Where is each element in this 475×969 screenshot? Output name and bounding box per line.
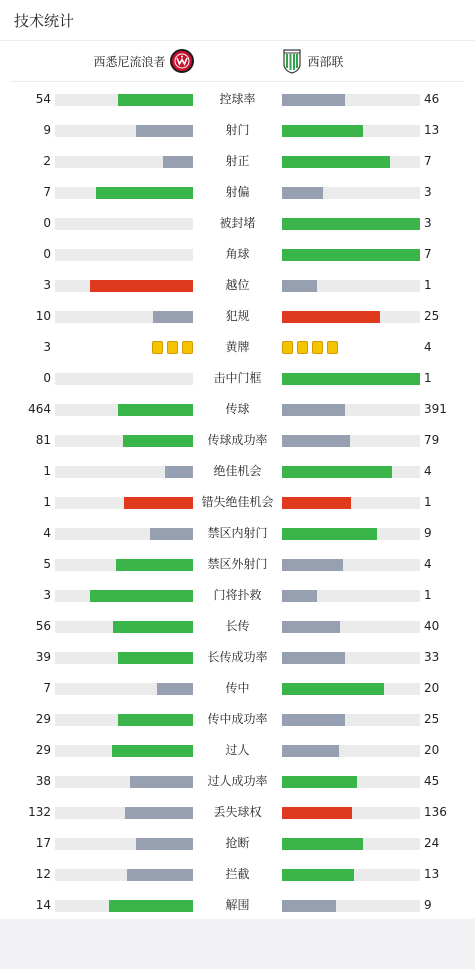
home-stat-bar-fill <box>90 280 194 292</box>
away-stat-bar-fill <box>282 621 340 633</box>
home-stat-value: 38 <box>35 774 51 788</box>
stat-label: 禁区外射门 <box>207 557 268 571</box>
away-stat-bar <box>282 838 420 850</box>
away-stat-bar-fill <box>282 187 323 199</box>
stat-row <box>0 425 475 456</box>
away-stat-bar-fill <box>282 404 345 416</box>
home-stat-bar <box>55 373 193 385</box>
home-stat-bar-fill <box>163 156 193 168</box>
yellow-card-icon <box>167 341 178 354</box>
yellow-card-icon <box>282 341 293 354</box>
stat-row <box>0 642 475 673</box>
home-stat-bar <box>55 497 193 509</box>
away-stat-bar <box>282 497 420 509</box>
home-stat-value: 14 <box>35 898 51 912</box>
home-stat-bar <box>55 776 193 788</box>
stat-row <box>0 456 475 487</box>
away-stat-bar-fill <box>282 94 345 106</box>
home-stat-value: 17 <box>35 836 51 850</box>
home-stat-bar-fill <box>96 187 193 199</box>
stat-label: 传球 <box>225 402 250 416</box>
home-stat-bar-fill <box>124 497 193 509</box>
away-stat-value: 4 <box>424 340 432 354</box>
away-stat-value: 9 <box>424 898 432 912</box>
away-stat-bar-fill <box>282 497 351 509</box>
home-stat-bar-fill <box>123 435 193 447</box>
away-stat-bar <box>282 156 420 168</box>
home-stat-bar <box>55 311 193 323</box>
away-stat-bar-fill <box>282 590 317 602</box>
home-yellow-cards <box>152 341 193 354</box>
away-stat-value: 136 <box>424 805 447 819</box>
stat-label: 门将扑救 <box>213 588 262 602</box>
home-stat-value: 2 <box>43 154 51 168</box>
stat-label: 抢断 <box>225 836 250 850</box>
away-stat-bar-fill <box>282 156 390 168</box>
home-team[interactable] <box>93 41 193 81</box>
stat-label: 长传成功率 <box>207 650 268 664</box>
away-stat-bar-fill <box>282 373 420 385</box>
away-stat-bar <box>282 869 420 881</box>
home-stat-bar-fill <box>153 311 193 323</box>
home-stat-value: 10 <box>35 309 51 323</box>
away-stat-bar <box>282 590 420 602</box>
away-stat-bar <box>282 621 420 633</box>
away-stat-bar <box>282 807 420 819</box>
away-stat-bar <box>282 714 420 726</box>
section-header <box>0 0 475 41</box>
away-stat-value: 79 <box>424 433 440 447</box>
away-stat-bar-fill <box>282 900 336 912</box>
away-stat-value: 13 <box>424 867 440 881</box>
stat-row <box>0 890 475 921</box>
away-stat-bar-fill <box>282 652 345 664</box>
stat-label: 过人 <box>225 743 250 757</box>
away-stat-bar <box>282 559 420 571</box>
away-stat-bar-fill <box>282 125 363 137</box>
home-stat-value: 4 <box>43 526 51 540</box>
home-stat-bar <box>55 683 193 695</box>
stat-row <box>0 363 475 394</box>
away-stat-bar-fill <box>282 311 380 323</box>
away-stat-value: 1 <box>424 278 432 292</box>
western-united-badge-icon <box>282 48 302 74</box>
home-stat-bar <box>55 590 193 602</box>
home-stat-bar <box>55 559 193 571</box>
home-stat-bar-fill <box>118 404 193 416</box>
away-stat-bar <box>282 94 420 106</box>
home-stat-value: 3 <box>43 340 51 354</box>
home-stat-bar-fill <box>118 94 193 106</box>
away-stat-bar-fill <box>282 683 384 695</box>
home-stat-bar <box>55 900 193 912</box>
away-stat-bar-fill <box>282 869 354 881</box>
stat-row <box>0 518 475 549</box>
away-stat-value: 45 <box>424 774 440 788</box>
away-stat-value: 4 <box>424 464 432 478</box>
stat-row <box>0 704 475 735</box>
stat-row <box>0 84 475 115</box>
home-team-name: 西悉尼流浪者 <box>93 54 166 69</box>
home-stat-bar-fill <box>127 869 193 881</box>
home-stat-bar <box>55 869 193 881</box>
stat-row <box>0 487 475 518</box>
home-stat-bar-fill <box>112 745 193 757</box>
away-stat-bar-fill <box>282 280 317 292</box>
stat-label: 被封堵 <box>219 216 256 230</box>
away-stat-value: 20 <box>424 681 440 695</box>
home-stat-bar-fill <box>118 714 193 726</box>
stat-label: 传中成功率 <box>207 712 268 726</box>
home-stat-bar <box>55 466 193 478</box>
yellow-card-icon <box>182 341 193 354</box>
away-stat-bar <box>282 373 420 385</box>
home-stat-bar <box>55 249 193 261</box>
stat-row <box>0 673 475 704</box>
away-stat-value: 25 <box>424 309 440 323</box>
stat-label: 过人成功率 <box>207 774 268 788</box>
away-stat-value: 1 <box>424 371 432 385</box>
home-stat-bar <box>55 528 193 540</box>
home-stat-value: 1 <box>43 495 51 509</box>
stat-row <box>0 177 475 208</box>
home-stat-bar <box>55 652 193 664</box>
away-stat-value: 13 <box>424 123 440 137</box>
away-stat-bar-fill <box>282 776 357 788</box>
home-stat-bar <box>55 156 193 168</box>
home-stat-value: 3 <box>43 588 51 602</box>
stat-label: 击中门框 <box>213 371 262 385</box>
away-stat-bar-fill <box>282 218 420 230</box>
home-stat-value: 7 <box>43 681 51 695</box>
stat-row <box>0 859 475 890</box>
away-stat-bar <box>282 900 420 912</box>
stat-label: 长传 <box>225 619 250 633</box>
home-stat-value: 0 <box>43 371 51 385</box>
away-stat-bar <box>282 745 420 757</box>
home-stat-value: 39 <box>35 650 51 664</box>
home-stat-value: 3 <box>43 278 51 292</box>
away-stat-bar <box>282 528 420 540</box>
stat-label: 传球成功率 <box>207 433 268 447</box>
away-stat-value: 9 <box>424 526 432 540</box>
away-stat-value: 4 <box>424 557 432 571</box>
away-stat-bar <box>282 652 420 664</box>
yellow-card-icon <box>327 341 338 354</box>
away-stat-value: 40 <box>424 619 440 633</box>
yellow-card-icon <box>152 341 163 354</box>
away-team-name: 西部联 <box>307 54 344 69</box>
stat-row <box>0 549 475 580</box>
stat-row <box>0 766 475 797</box>
away-stat-bar-fill <box>282 714 345 726</box>
wsw-badge-icon <box>170 49 194 73</box>
stat-row <box>0 270 475 301</box>
stat-row <box>0 611 475 642</box>
home-stat-value: 29 <box>35 712 51 726</box>
away-stat-bar <box>282 776 420 788</box>
home-stat-bar <box>55 404 193 416</box>
home-stat-bar-fill <box>150 528 193 540</box>
home-stat-value: 0 <box>43 247 51 261</box>
away-stat-value: 391 <box>424 402 447 416</box>
stat-row <box>0 797 475 828</box>
away-stat-bar-fill <box>282 435 350 447</box>
away-stat-value: 3 <box>424 185 432 199</box>
home-stat-bar <box>55 838 193 850</box>
away-stat-value: 20 <box>424 743 440 757</box>
stat-label: 黄牌 <box>225 340 250 354</box>
yellow-card-icon <box>312 341 323 354</box>
home-stat-bar-fill <box>136 838 193 850</box>
home-stat-bar <box>55 807 193 819</box>
away-stat-value: 1 <box>424 588 432 602</box>
home-stat-value: 464 <box>28 402 51 416</box>
away-yellow-cards <box>282 341 338 354</box>
away-stat-value: 46 <box>424 92 440 106</box>
home-stat-bar <box>55 125 193 137</box>
stat-row <box>0 828 475 859</box>
home-stat-bar-fill <box>125 807 193 819</box>
away-stat-bar-fill <box>282 528 377 540</box>
home-stat-bar-fill <box>90 590 194 602</box>
away-stat-bar-fill <box>282 466 392 478</box>
away-stat-value: 7 <box>424 247 432 261</box>
away-stat-bar <box>282 218 420 230</box>
away-team[interactable] <box>282 41 344 81</box>
home-stat-value: 1 <box>43 464 51 478</box>
stat-label: 犯规 <box>225 309 250 323</box>
teams-header <box>10 41 465 82</box>
home-stat-value: 29 <box>35 743 51 757</box>
stat-label: 拦截 <box>225 867 250 881</box>
home-stat-bar <box>55 621 193 633</box>
home-stat-bar-fill <box>130 776 193 788</box>
away-stat-bar <box>282 466 420 478</box>
away-stat-bar <box>282 280 420 292</box>
away-stat-bar <box>282 404 420 416</box>
away-stat-value: 1 <box>424 495 432 509</box>
home-stat-bar-fill <box>116 559 193 571</box>
home-stat-value: 0 <box>43 216 51 230</box>
stat-label: 射正 <box>225 154 250 168</box>
stat-label: 绝佳机会 <box>213 464 262 478</box>
stat-label: 错失绝佳机会 <box>201 495 274 509</box>
stat-label: 射偏 <box>225 185 250 199</box>
home-stat-value: 7 <box>43 185 51 199</box>
away-stat-bar <box>282 435 420 447</box>
stat-row <box>0 208 475 239</box>
home-stat-value: 12 <box>35 867 51 881</box>
home-stat-bar <box>55 714 193 726</box>
home-stat-bar <box>55 187 193 199</box>
away-stat-bar <box>282 187 420 199</box>
section-title: 技术统计 <box>14 11 75 30</box>
away-stat-value: 33 <box>424 650 440 664</box>
away-stat-bar <box>282 125 420 137</box>
home-stat-bar-fill <box>136 125 193 137</box>
away-stat-bar-fill <box>282 807 352 819</box>
stat-row <box>0 301 475 332</box>
stat-label: 角球 <box>225 247 250 261</box>
home-stat-bar-fill <box>118 652 193 664</box>
home-stat-value: 9 <box>43 123 51 137</box>
stat-label: 丢失球权 <box>213 805 262 819</box>
away-stat-value: 3 <box>424 216 432 230</box>
home-stat-bar <box>55 280 193 292</box>
stat-label: 传中 <box>225 681 250 695</box>
home-stat-bar <box>55 94 193 106</box>
home-stat-bar-fill <box>109 900 193 912</box>
away-stat-bar-fill <box>282 745 339 757</box>
home-stat-bar <box>55 435 193 447</box>
home-stat-bar-fill <box>113 621 193 633</box>
away-stat-bar <box>282 249 420 261</box>
stat-row <box>0 239 475 270</box>
home-stat-bar-fill <box>157 683 193 695</box>
home-stat-value: 5 <box>43 557 51 571</box>
away-stat-bar-fill <box>282 249 420 261</box>
away-stat-value: 25 <box>424 712 440 726</box>
away-stat-bar-fill <box>282 559 343 571</box>
home-stat-value: 132 <box>28 805 51 819</box>
home-stat-value: 81 <box>35 433 51 447</box>
away-stat-value: 24 <box>424 836 440 850</box>
stat-row <box>0 115 475 146</box>
home-stat-bar <box>55 745 193 757</box>
home-stat-value: 54 <box>35 92 51 106</box>
stat-label: 禁区内射门 <box>207 526 268 540</box>
away-stat-bar-fill <box>282 838 363 850</box>
stat-row <box>0 735 475 766</box>
yellow-card-icon <box>297 341 308 354</box>
stats-list <box>0 82 475 921</box>
away-stat-bar <box>282 683 420 695</box>
stat-row <box>0 394 475 425</box>
stat-row <box>0 332 475 363</box>
stat-label: 越位 <box>225 278 250 292</box>
home-stat-bar <box>55 218 193 230</box>
home-stat-bar-fill <box>165 466 193 478</box>
stat-label: 控球率 <box>219 92 256 106</box>
away-stat-value: 7 <box>424 154 432 168</box>
stat-row <box>0 580 475 611</box>
stat-row <box>0 146 475 177</box>
away-stat-bar <box>282 311 420 323</box>
stat-label: 射门 <box>225 123 250 137</box>
stat-label: 解围 <box>225 898 250 912</box>
home-stat-value: 56 <box>35 619 51 633</box>
